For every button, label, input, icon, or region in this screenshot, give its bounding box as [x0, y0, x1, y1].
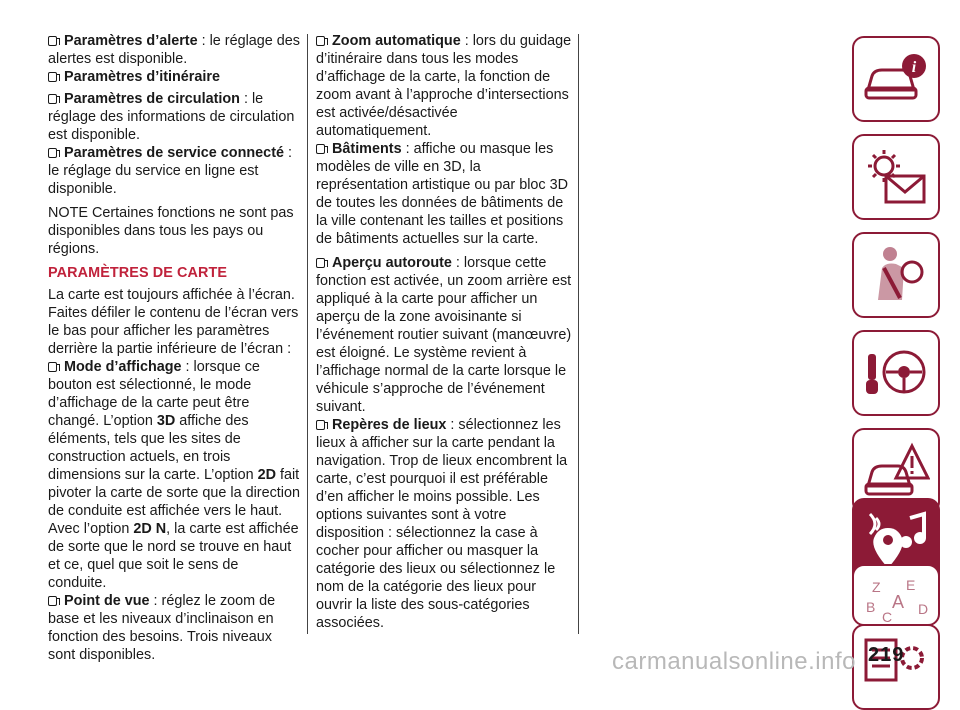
chapter-tab-technical-specs[interactable]	[852, 624, 940, 710]
alphabetical-index-icon	[862, 574, 930, 624]
svg-text:i: i	[911, 59, 917, 76]
checkbox-bullet-icon	[316, 36, 325, 46]
list-item: Paramètres d’alerte : le réglage des alertes est disponible.	[48, 33, 300, 67]
list-item: Repères de lieux : sélectionnez les lieux à afficher sur la carte pendant la navigation. Trop de lieux encombrent la carte, c’est pourquoi il est préférable d’en afficher le moins possible. Les options suivantes sont à votre disposition : sélectionnez la case à cocher pour afficher ou masquer la catégorie des lieux ou sélectionnez le nom de la catégorie des lieux pour ouvrir la liste des sous-catégories associées.	[316, 417, 568, 631]
list-item: Zoom automatique : lors du guidage d’itinéraire dans tous les modes d’affichage de la carte, la fonction de zoom avant à l’approche d’intersections est activée/désactivée automatiquement.	[316, 33, 572, 139]
list-item: Aperçu autoroute : lorsque cette fonction est activée, un zoom arrière est appliqué à la carte pour afficher un aperçu de la zone avoisinante si l’événement routier suivant (manœuvre) est éloigné. Le système revient à l’affichage normal de la carte lorsque le véhicule s’approche de l’événement suivant.	[316, 255, 572, 415]
checkbox-bullet-icon	[316, 258, 325, 268]
key-steering-icon	[862, 340, 930, 406]
svg-text:E: E	[906, 577, 916, 593]
checkbox-bullet-icon	[48, 596, 57, 606]
chapter-tab-safety[interactable]	[852, 232, 940, 318]
list-item: Paramètres de circulation : le réglage des informations de circulation est disponible.	[48, 91, 295, 143]
list-item: Paramètres de service connecté : le réglage du service en ligne est disponible.	[48, 145, 292, 197]
list-item: Paramètres d’itinéraire	[48, 68, 300, 86]
checkbox-bullet-icon	[48, 148, 57, 158]
text-column-1	[48, 32, 300, 664]
checkbox-bullet-icon	[48, 36, 57, 46]
list-item: Point de vue : réglez le zoom de base et les niveaux d’inclinaison en fonction des besoins. Trois niveaux sont disponibles.	[48, 593, 276, 663]
watermark: carmanualsonline.info	[612, 648, 856, 675]
car-info-icon	[862, 46, 930, 112]
svg-text:D: D	[918, 601, 929, 617]
chapter-tab-index[interactable]	[852, 564, 940, 626]
column-divider-1	[307, 34, 308, 634]
chapter-tab-dashboard[interactable]	[852, 134, 940, 220]
section-heading: PARAMÈTRES DE CARTE	[48, 265, 228, 281]
list-item: Mode d’affichage : lorsque ce bouton est sélectionné, le mode d’affichage de la carte peut être changé. L’option 3D affiche des éléments, tels que les sites de construction actuels, en trois dimensions sur la carte. L’option 2D fait pivoter la carte de sorte que la direction de conduite est affichée vers le haut. Avec l’option 2D N, la carte est affichée de sorte que le nord se trouve en haut et ce, quel que soit le sens de conduite.	[48, 359, 300, 591]
checkbox-bullet-icon	[48, 94, 57, 104]
svg-text:Z: Z	[872, 579, 881, 595]
svg-text:C: C	[882, 609, 893, 624]
checkbox-bullet-icon	[48, 72, 57, 82]
note-paragraph: NOTE Certaines fonctions ne sont pas disponibles dans tous les pays ou régions.	[48, 205, 294, 257]
page-number: 219	[868, 644, 905, 666]
chapter-tab-vehicle-info[interactable]	[852, 36, 940, 122]
svg-text:B: B	[866, 599, 876, 615]
warning-lights-icon	[862, 144, 930, 210]
chapter-tab-starting-driving[interactable]	[852, 330, 940, 416]
breakdown-car-icon	[862, 438, 930, 504]
intro-paragraph: La carte est toujours affichée à l’écran. Faites défiler le contenu de l’écran vers le bas pour afficher les paramètres derrière la partie inférieure de l’écran :	[48, 287, 299, 357]
svg-text:A: A	[892, 592, 905, 612]
checkbox-bullet-icon	[48, 362, 57, 372]
column-divider-2	[578, 34, 579, 634]
checkbox-bullet-icon	[316, 420, 325, 430]
list-item: Bâtiments : affiche ou masque les modèles de ville en 3D, la représentation artistique ou par bloc 3D de toutes les données de bâtiments de la ville contenant les tailles et positions de bâtiments actuelles sur la carte.	[316, 141, 568, 247]
seatbelt-airbag-icon	[862, 242, 930, 308]
text-column-2	[316, 32, 572, 632]
checkbox-bullet-icon	[316, 144, 325, 154]
